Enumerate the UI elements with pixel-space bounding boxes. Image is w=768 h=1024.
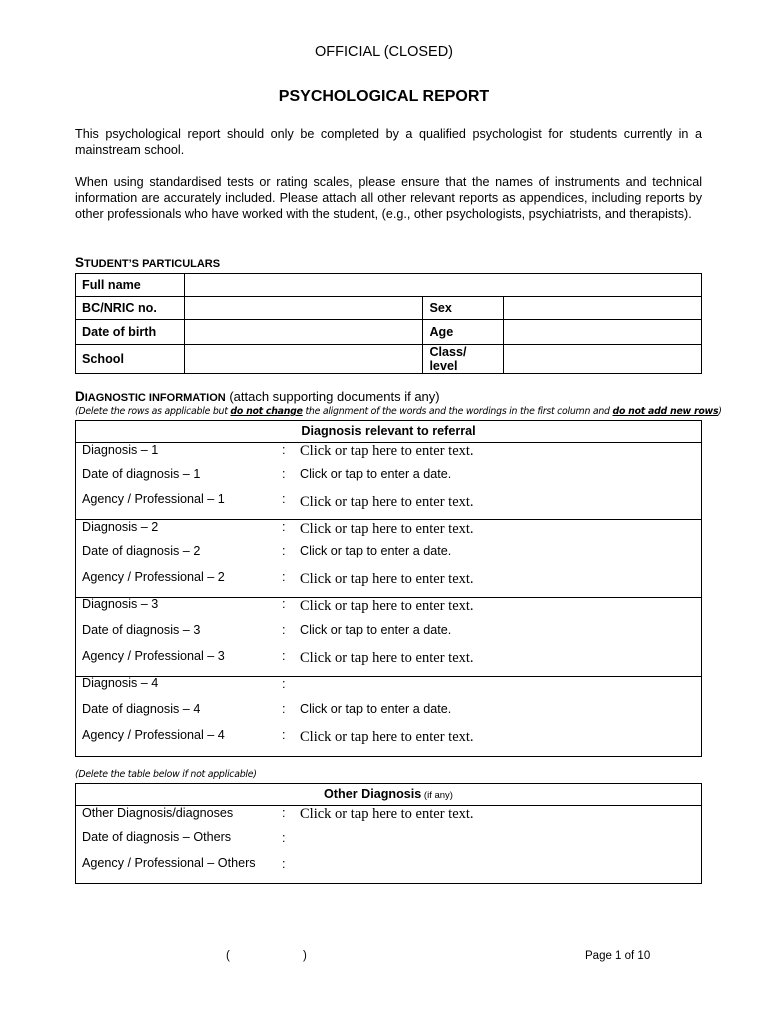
- divider: [75, 676, 702, 677]
- sex-field[interactable]: [504, 297, 702, 320]
- other-agency-label: Agency / Professional – Others: [82, 856, 256, 870]
- full-name-label: Full name: [76, 274, 185, 297]
- particulars-heading: STUDENT’S PARTICULARS: [75, 255, 221, 270]
- other-diagnosis-label: Other Diagnosis/diagnoses: [82, 806, 234, 820]
- colon: :: [282, 649, 286, 663]
- bc-nric-label: BC/NRIC no.: [76, 297, 185, 320]
- date-of-diagnosis-1-field[interactable]: Click or tap to enter a date.: [300, 467, 452, 481]
- footer-paren-close: ): [303, 950, 307, 962]
- colon: :: [282, 857, 286, 871]
- colon: :: [282, 831, 286, 845]
- agency-1-label: Agency / Professional – 1: [82, 492, 225, 506]
- colon: :: [282, 623, 286, 637]
- diagnosis-table-header: Diagnosis relevant to referral: [301, 424, 476, 438]
- diagnostic-heading: DIAGNOSTIC INFORMATION (attach supporting documents if any): [75, 389, 440, 404]
- date-of-diagnosis-4-label: Date of diagnosis – 4: [82, 702, 201, 716]
- colon: :: [282, 570, 286, 584]
- diagnosis-2-label: Diagnosis – 2: [82, 520, 159, 534]
- date-of-diagnosis-3-field[interactable]: Click or tap to enter a date.: [300, 623, 452, 637]
- colon: :: [282, 597, 286, 611]
- agency-2-label: Agency / Professional – 2: [82, 570, 225, 584]
- sex-label: Sex: [423, 297, 504, 320]
- agency-3-field[interactable]: Click or tap here to enter text.: [300, 650, 474, 666]
- intro-paragraph-1: This psychological report should only be completed by a qualified psychologist for students currently in a mainstream school.: [75, 127, 702, 157]
- diagnostic-note: (Delete the rows as applicable but do not change the alignment of the words and the wordings in the first column and do not add new rows): [75, 406, 722, 417]
- full-name-field[interactable]: [184, 274, 701, 297]
- colon: :: [282, 443, 286, 457]
- colon: :: [282, 702, 286, 716]
- classification-label: OFFICIAL (CLOSED): [314, 44, 454, 60]
- bc-nric-field[interactable]: [184, 297, 423, 320]
- page-number: Page 1 of 10: [585, 950, 651, 962]
- intro-paragraph-2: When using standardised tests or rating scales, please ensure that the names of instruments and technical information are accurately included. Please attach all other relevant reports as appendices, including reports by other professionals who have worked with the student, (e.g., other psychologists, psychiatrists, and therapists).: [75, 175, 702, 221]
- school-field[interactable]: [184, 345, 423, 374]
- colon: :: [282, 677, 286, 691]
- dob-field[interactable]: [184, 320, 423, 345]
- page-title: PSYCHOLOGICAL REPORT: [278, 88, 490, 105]
- age-label: Age: [423, 320, 504, 345]
- agency-4-label: Agency / Professional – 4: [82, 728, 225, 742]
- colon: :: [282, 544, 286, 558]
- other-diagnosis-note: (Delete the table below if not applicable): [75, 769, 257, 780]
- diagnosis-1-field[interactable]: Click or tap here to enter text.: [300, 443, 474, 459]
- agency-2-field[interactable]: Click or tap here to enter text.: [300, 571, 474, 587]
- date-of-diagnosis-2-field[interactable]: Click or tap to enter a date.: [300, 544, 452, 558]
- diagnosis-3-field[interactable]: Click or tap here to enter text.: [300, 598, 474, 614]
- other-diagnosis-field[interactable]: Click or tap here to enter text.: [300, 806, 474, 822]
- date-of-diagnosis-4-field[interactable]: Click or tap to enter a date.: [300, 702, 452, 716]
- colon: :: [282, 806, 286, 820]
- date-of-diagnosis-3-label: Date of diagnosis – 3: [82, 623, 201, 637]
- divider: [75, 519, 702, 520]
- school-label: School: [76, 345, 185, 374]
- date-of-diagnosis-2-label: Date of diagnosis – 2: [82, 544, 201, 558]
- colon: :: [282, 492, 286, 506]
- class-level-label: Class/ level: [423, 345, 504, 374]
- other-diagnosis-header: Other Diagnosis (if any): [324, 787, 453, 801]
- date-of-diagnosis-1-label: Date of diagnosis – 1: [82, 467, 201, 481]
- colon: :: [282, 520, 286, 534]
- agency-3-label: Agency / Professional – 3: [82, 649, 225, 663]
- particulars-table: [75, 273, 702, 374]
- colon: :: [282, 467, 286, 481]
- class-level-field[interactable]: [504, 345, 702, 374]
- other-date-label: Date of diagnosis – Others: [82, 830, 232, 844]
- dob-label: Date of birth: [76, 320, 185, 345]
- agency-1-field[interactable]: Click or tap here to enter text.: [300, 494, 474, 510]
- diagnosis-3-label: Diagnosis – 3: [82, 597, 159, 611]
- colon: :: [282, 728, 286, 742]
- footer-paren-open: (: [226, 950, 230, 962]
- diagnosis-4-label: Diagnosis – 4: [82, 676, 159, 690]
- agency-4-field[interactable]: Click or tap here to enter text.: [300, 729, 474, 745]
- diagnosis-1-label: Diagnosis – 1: [82, 443, 159, 457]
- age-field[interactable]: [504, 320, 702, 345]
- diagnosis-2-field[interactable]: Click or tap here to enter text.: [300, 521, 474, 537]
